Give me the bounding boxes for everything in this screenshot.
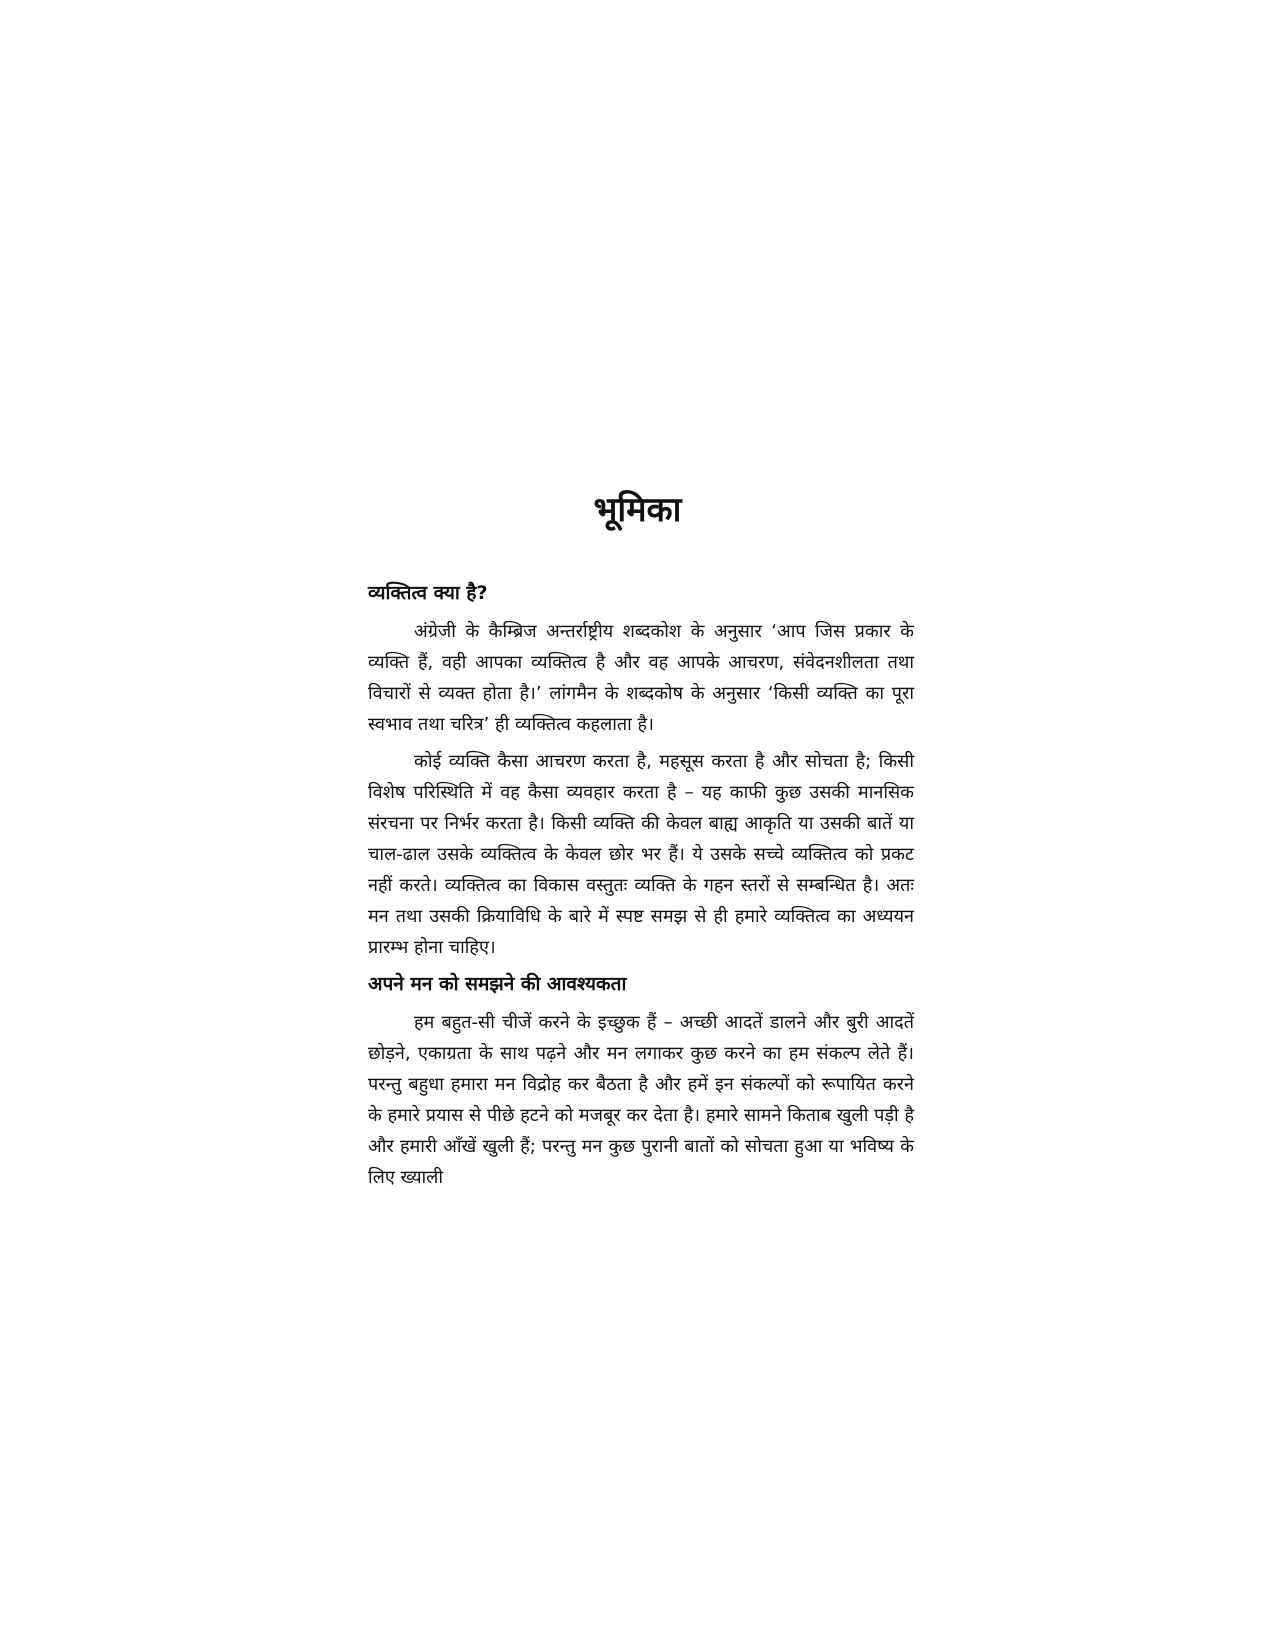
paragraph: अंग्रेजी के कैम्ब्रिज अन्तर्राष्ट्रीय शब्दकोश के अनुसार ‘आप जिस प्रकार के व्यक्ति हैं, वही आपका व्यक्तित्व है और वह आपके आचरण, संवेदनशीलता तथा विचारों से व्यक्त होता है।’ लांगमैन के शब्दकोष के अनुसार ‘किसी व्यक्ति का पूरा स्वभाव तथा चरित्र’ ही व्यक्तित्व कहलाता है।	[368, 621, 914, 735]
page-body	[368, 578, 914, 1199]
section-heading: व्यक्तित्व क्या है?	[368, 582, 488, 604]
paragraph: हम बहुत-सी चीजें करने के इच्छुक हैं – अच्छी आदतें डालने और बुरी आदतें छोड़ने, एकाग्रता के साथ पढ़ने और मन लगाकर कुछ करने का हम संकल्प लेते हैं। परन्तु बहुधा हमारा मन विद्रोह कर बैठता है और हमें इन संकल्पों को रूपायित करने के हमारे प्रयास से पीछे हटने को मजबूर कर देता है। हमारे सामने किताब खुली पड़ी है और हमारी आँखें खुली हैं; परन्तु मन कुछ पुरानी बातों को सोचता हुआ या भविष्य के लिए ख्याली	[368, 1012, 914, 1188]
section-personality	[368, 578, 914, 963]
chapter-title: भूमिका	[593, 490, 682, 530]
section-heading: अपने मन को समझने की आवश्यकता	[368, 973, 627, 995]
section-understanding-mind	[368, 969, 914, 1193]
paragraph: कोई व्यक्ति कैसा आचरण करता है, महसूस करता है और सोचता है; किसी विशेष परिस्थिति में वह कैसा व्यवहार करता है – यह काफी कुछ उसकी मानसिक संरचना पर निर्भर करता है। किसी व्यक्ति की केवल बाह्य आकृति या उसकी बातें या चाल-ढाल उसके व्यक्तित्व के केवल छोर भर हैं। ये उसके सच्चे व्यक्तित्व को प्रकट नहीं करते। व्यक्तित्व का विकास वस्तुतः व्यक्ति के गहन स्तरों से सम्बन्धित है। अतः मन तथा उसकी क्रियाविधि के बारे में स्पष्ट समझ से ही हमारे व्यक्तित्व का अध्ययन प्रारम्भ होना चाहिए।	[368, 751, 914, 958]
